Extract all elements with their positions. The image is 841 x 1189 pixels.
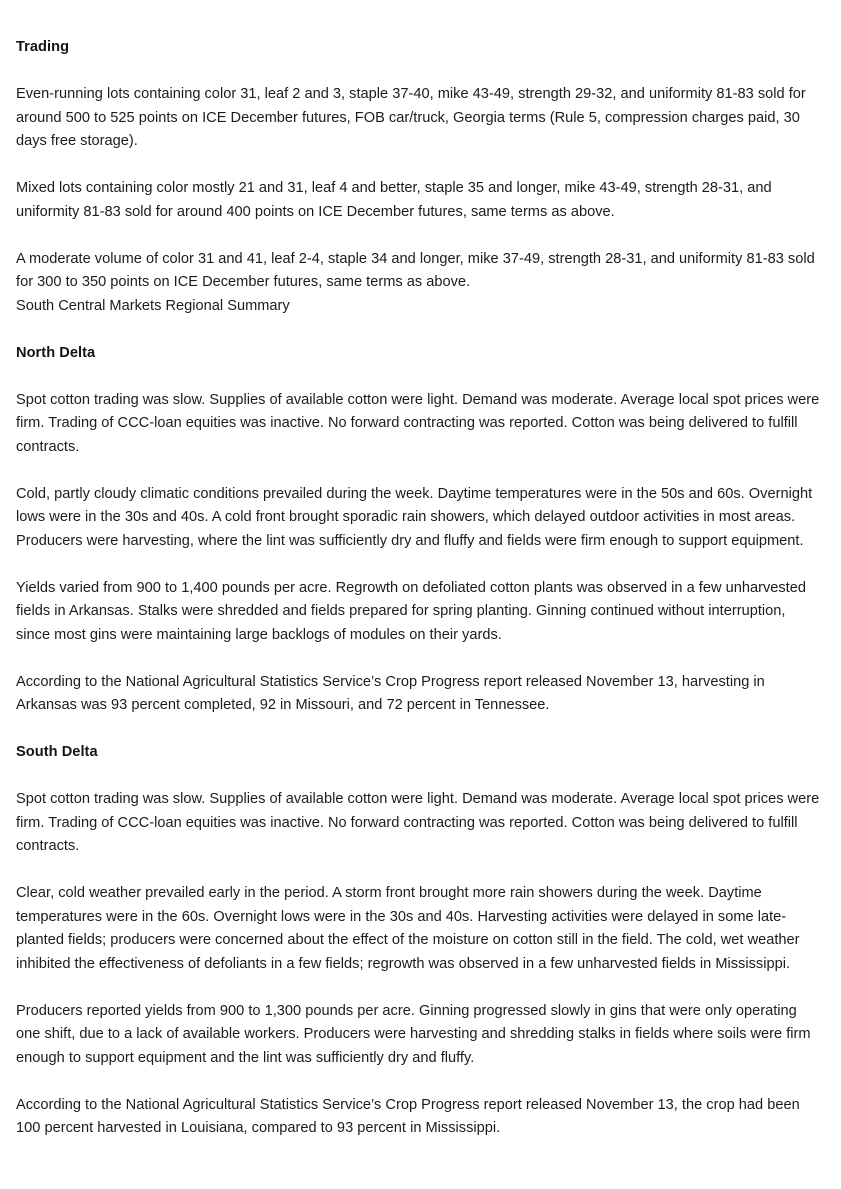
spacer bbox=[16, 318, 823, 342]
section-heading-trading: Trading bbox=[16, 39, 70, 55]
paragraph: A moderate volume of color 31 and 41, leaf 2-4, staple 34 and longer, mike 37-49, strength 28-31, and uniformity 81-83 sold for 300 to 350 points on ICE December futures, same terms as above. bbox=[16, 250, 815, 290]
paragraph: Spot cotton trading was slow. Supplies of available cotton were light. Demand was moderate. Average local spot prices were firm. Trading of CCC-loan equities was inactive. No forward contracting was reported. Cotton was being delivered to fulfill contracts. bbox=[16, 391, 820, 455]
paragraph: According to the National Agricultural Statistics Service’s Crop Progress report released November 13, harvesting in Arkansas was 93 percent completed, 92 in Missouri, and 72 percent in Tennessee. bbox=[16, 673, 765, 713]
spacer bbox=[16, 365, 823, 389]
paragraph: Producers reported yields from 900 to 1,300 pounds per acre. Ginning progressed slowly in gins that were only operating one shift, due to a lack of available workers. Producers were harvesting and shredding stalks in fields where soils were firm enough to support equipment and the lint was sufficiently dry and fluffy. bbox=[16, 1002, 811, 1066]
spacer bbox=[16, 60, 823, 84]
regional-summary-line: South Central Markets Regional Summary bbox=[16, 297, 290, 314]
paragraph: Mixed lots containing color mostly 21 and 31, leaf 4 and better, staple 35 and longer, mike 43-49, strength 28-31, and uniformity 81-83 sold for around 400 points on ICE December futures, same terms as above. bbox=[16, 180, 772, 220]
section-heading-north-delta: North Delta bbox=[16, 344, 96, 361]
paragraph: Spot cotton trading was slow. Supplies of available cotton were light. Demand was moderate. Average local spot prices were firm. Trading of CCC-loan equities was inactive. No forward contracting was reported. Cotton was being delivered to fulfill contracts. bbox=[16, 791, 820, 854]
paragraph: Even-running lots containing color 31, leaf 2 and 3, staple 37-40, mike 43-49, strength 29-32, and uniformity 81-83 sold for around 500 to 525 points on ICE December futures, FOB car/truck, Georgia terms (Rule 5, compression charges paid, 30 days free storage). bbox=[16, 86, 806, 149]
spacer bbox=[16, 765, 823, 789]
paragraph: According to the National Agricultural Statistics Service’s Crop Progress report released November 13, the crop had been 100 percent harvested in Louisiana, compared to 93 percent in Mississippi. bbox=[16, 1096, 800, 1136]
document-body bbox=[16, 36, 823, 1141]
paragraph: Cold, partly cloudy climatic conditions prevailed during the week. Daytime temperatures were in the 50s and 60s. Overnight lows were in the 30s and 40s. A cold front brought sporadic rain showers, which delayed outdoor activities in most areas. Producers were harvesting, where the lint was sufficiently dry and fluffy and fields were firm enough to support equipment. bbox=[16, 485, 813, 549]
paragraph: Yields varied from 900 to 1,400 pounds per acre. Regrowth on defoliated cotton plants was observed in a few unharvested fields in Arkansas. Stalks were shredded and fields prepared for spring planting. Ginning continued without interruption, since most gins were maintaining large backlogs of modules on their yards. bbox=[16, 579, 806, 643]
section-heading-south-delta: South Delta bbox=[16, 744, 98, 760]
paragraph: Clear, cold weather prevailed early in the period. A storm front brought more rain showers during the week. Daytime temperatures were in the 60s. Overnight lows were in the 30s and 40s. Harvesting activities were delayed in some late-planted fields; producers were concerned about the effect of the moisture on cotton still in the field. The cold, wet weather inhibited the effectiveness of defoliants in a few fields; regrowth was observed in a few unharvested fields in Mississippi. bbox=[16, 885, 800, 972]
